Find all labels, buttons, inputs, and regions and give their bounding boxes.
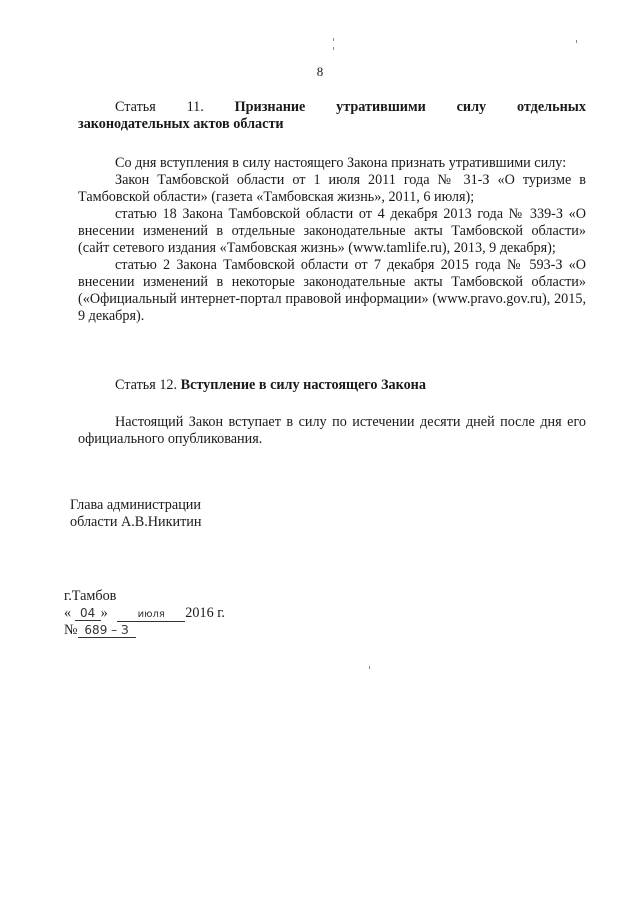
article-11-title-word3: силу	[456, 99, 487, 115]
signature-line-1: Глава администрации	[70, 497, 201, 513]
page-number: 8	[316, 64, 324, 79]
date-quote-open: «	[64, 605, 72, 621]
article-11-title-word2: утратившими	[336, 99, 426, 115]
article-12-heading	[78, 377, 586, 394]
law-number-line	[64, 622, 225, 639]
article-11-label: Статья	[115, 99, 156, 115]
place-date-block	[64, 588, 225, 639]
article-11-intro: Со дня вступления в силу настоящего Закона признать утратившими силу:	[115, 155, 567, 171]
date-year: 2016 г.	[185, 605, 225, 621]
law-number: 689 – З	[78, 624, 136, 638]
article-11-title-line2: законодательных актов области	[78, 116, 284, 132]
date-month: июля	[117, 608, 185, 622]
article-11-item-1: Закон Тамбовской области от 1 июля 2011 года № 31-З «О туризме в Тамбовской области» (газета «Тамбовская жизнь», 2011, 6 июля);	[78, 172, 586, 205]
scan-speck	[333, 47, 334, 50]
scan-speck	[369, 666, 370, 669]
article-12-title: Вступление в силу настоящего Закона	[180, 377, 426, 393]
article-12-body	[78, 414, 586, 448]
article-11-number: 11.	[186, 99, 204, 115]
date-line	[64, 605, 225, 622]
scan-speck	[576, 40, 577, 43]
article-12-text: Настоящий Закон вступает в силу по истечении десяти дней после дня его официального опубликования.	[78, 414, 586, 447]
article-11-heading-line1	[78, 99, 586, 116]
article-11-item-2: статью 18 Закона Тамбовской области от 4 декабря 2013 года № 339-З «О внесении изменений в отдельные законодательные акты Тамбовской области» (сайт сетевого издания «Тамбовская жизнь» (www.tamlife.ru), 2013, 9 декабря);	[78, 206, 586, 256]
article-11-body	[78, 155, 586, 325]
law-number-prefix: №	[64, 622, 78, 638]
scan-speck	[333, 38, 334, 41]
date-quote-close: »	[100, 605, 108, 621]
date-day: 04	[75, 607, 101, 621]
signature-block	[70, 497, 201, 531]
signature-line-2: области А.В.Никитин	[70, 514, 202, 530]
article-11-title-word1: Признание	[234, 99, 306, 115]
city: г.Тамбов	[64, 588, 117, 604]
article-11-title-word4: отдельных	[516, 99, 586, 115]
article-11-item-3: статью 2 Закона Тамбовской области от 7 декабря 2015 года № 593-З «О внесении изменений в некоторые законодательные акты Тамбовской области» («Официальный интернет-портал правовой информации» (www.pravo.gov.ru), 2015, 9 декабря).	[78, 257, 586, 324]
article-11-heading	[78, 99, 586, 133]
article-12-label: Статья 12.	[115, 377, 178, 393]
